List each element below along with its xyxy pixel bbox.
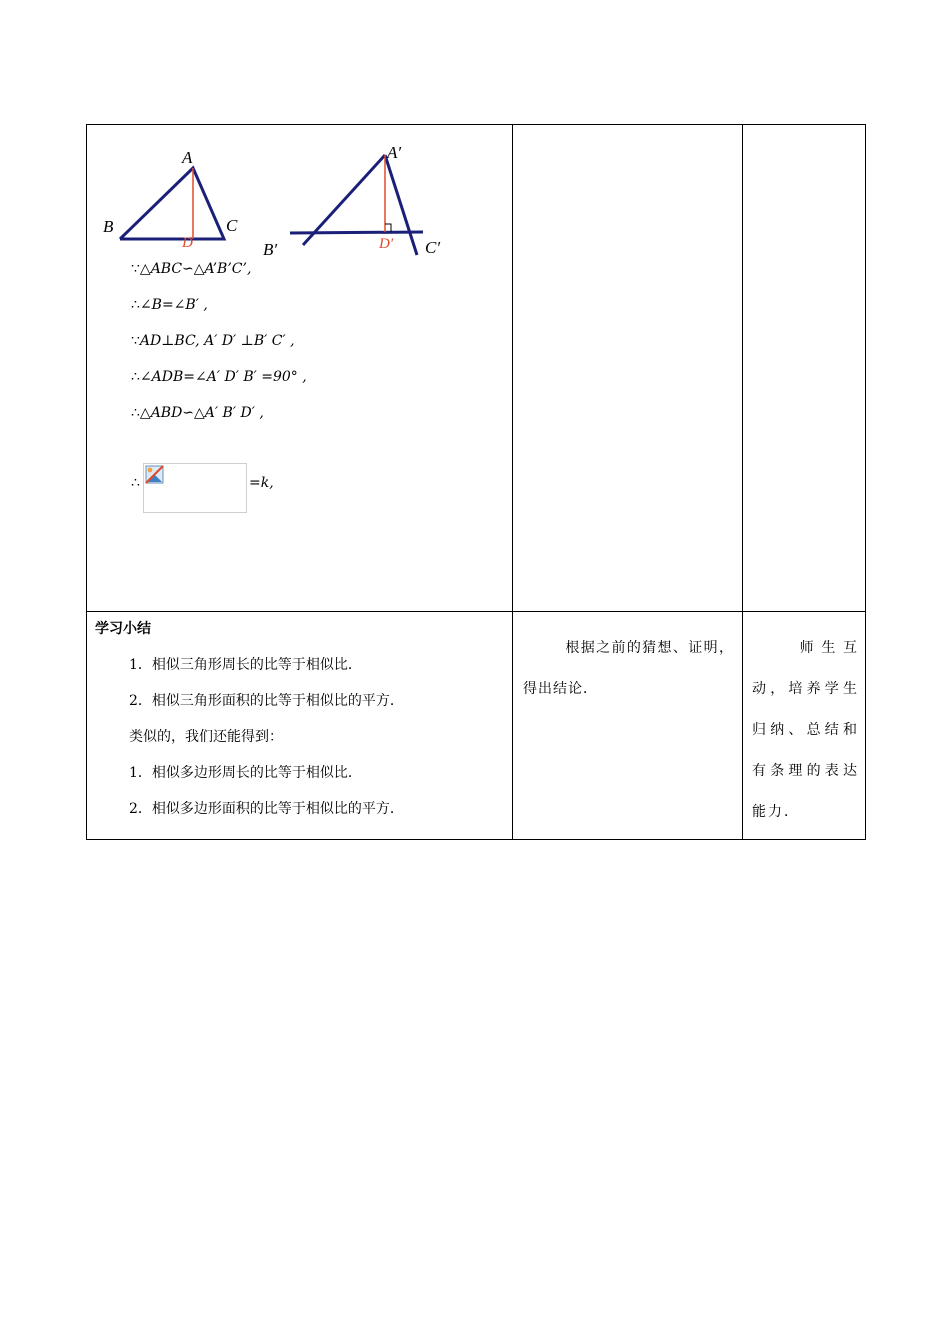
label-C-prime: C′ <box>425 238 441 257</box>
lesson-table <box>86 124 866 840</box>
summary-item: 1．相似多边形周长的比等于相似比． <box>129 765 362 781</box>
summary-item: 2．相似多边形面积的比等于相似比的平方． <box>129 801 404 817</box>
label-A-prime: A′ <box>387 143 402 162</box>
proof-line-4: ∴∠ADB=∠A′ D′ B′ =90° , <box>131 369 307 385</box>
label-C: C <box>226 216 238 235</box>
proof-cell <box>87 125 513 612</box>
proof-line-2: ∴∠B=∠B′ , <box>131 297 208 313</box>
summary-cell <box>87 612 513 840</box>
label-D: D <box>182 235 193 251</box>
proof-line-5: ∴△ABD∽△A′ B′ D′ , <box>131 405 264 421</box>
label-A: A <box>182 148 193 167</box>
summary-title: 学习小结 <box>95 621 151 637</box>
intent-cell-empty <box>743 125 866 612</box>
design-intent-cell <box>743 612 866 840</box>
label-D-prime: D′ <box>379 236 394 252</box>
proof-line-6: =k, <box>249 475 274 491</box>
right-triangle-base <box>290 232 423 233</box>
teacher-cell-empty <box>513 125 743 612</box>
summary-item: 类似的，我们还能得到： <box>129 729 283 745</box>
summary-item: 2．相似三角形面积的比等于相似比的平方． <box>129 693 404 709</box>
proof-line-3: ∵AD⊥BC, A′ D′ ⊥B′ C′ , <box>131 333 295 349</box>
teacher-activity-cell <box>513 612 743 840</box>
teacher-activity-text: 根据之前的猜想、证明，得出结论． <box>523 640 734 697</box>
broken-image-icon <box>145 465 165 485</box>
proof-line-1: ∵△ABC∽△A’B’C’, <box>131 261 252 277</box>
summary-item: 1．相似三角形周长的比等于相似比． <box>129 657 362 673</box>
broken-image-placeholder <box>143 463 247 513</box>
proof-line-6-mark: ∴ <box>131 475 140 491</box>
label-B: B <box>103 217 114 236</box>
similar-triangles-figure <box>87 125 447 265</box>
left-triangle <box>120 168 224 239</box>
design-intent-text: 师生互动，培养学生归纳、总结和有条理的表达能力． <box>752 640 859 820</box>
label-B-prime: B′ <box>263 240 278 259</box>
